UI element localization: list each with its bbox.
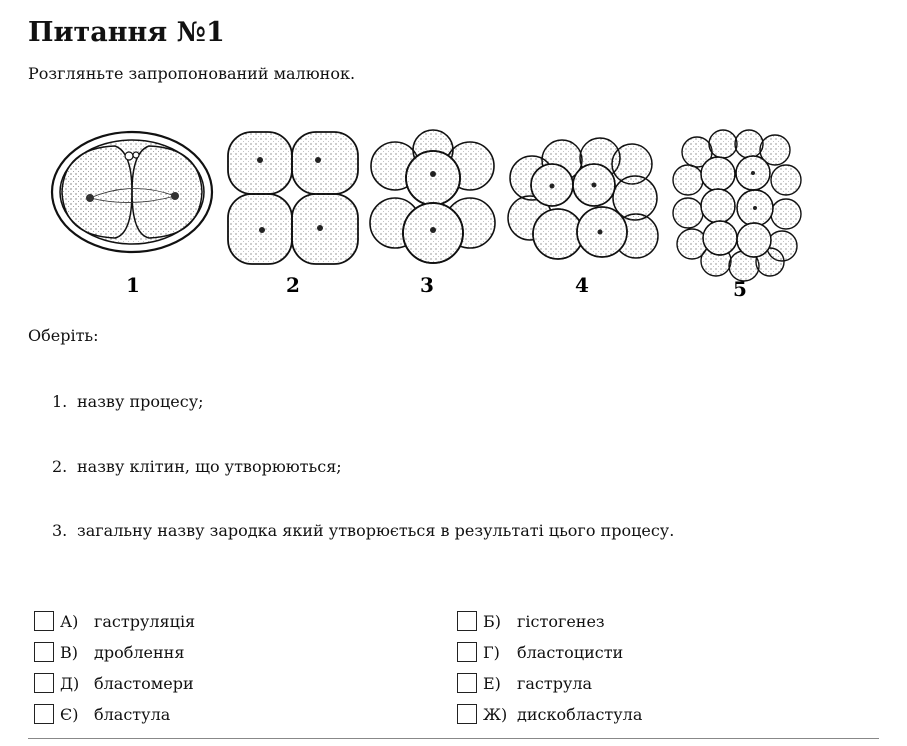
option-text: гістогенез: [517, 611, 605, 631]
option-text: бластула: [94, 704, 171, 724]
stage-4-sixteen-cells: [508, 138, 658, 259]
option-letter: Г): [483, 642, 500, 662]
option-text: дроблення: [94, 642, 185, 662]
task-number: 1.: [52, 392, 68, 411]
option-text: бластомери: [94, 673, 194, 693]
task-item: [52, 521, 674, 540]
option-text: дискобластула: [517, 704, 643, 724]
option-text: гаструла: [517, 673, 593, 693]
option-letter: Б): [483, 611, 501, 631]
stage-1-two-cells: [52, 132, 212, 252]
option-a[interactable]: [34, 608, 195, 634]
option-checkbox[interactable]: [457, 642, 477, 662]
stage-label-3: 3: [420, 273, 434, 297]
task-item: [52, 457, 342, 476]
option-e[interactable]: [457, 670, 592, 696]
option-checkbox[interactable]: [34, 673, 54, 693]
option-checkbox[interactable]: [457, 611, 477, 631]
option-b[interactable]: [457, 608, 605, 634]
cleavage-figure: [40, 118, 820, 308]
option-checkbox[interactable]: [34, 704, 54, 724]
option-letter: А): [60, 611, 79, 631]
option-letter: Д): [60, 673, 80, 693]
task-number: 2.: [52, 457, 68, 476]
option-checkbox[interactable]: [457, 673, 477, 693]
option-checkbox[interactable]: [457, 704, 477, 724]
option-checkbox[interactable]: [34, 642, 54, 662]
intro-text: Розгляньте запропонований малюнок.: [28, 64, 356, 83]
choose-heading: Оберіть:: [28, 326, 99, 345]
bottom-divider: [28, 738, 879, 739]
option-letter: Е): [483, 673, 501, 693]
option-ye[interactable]: [34, 701, 170, 727]
task-text: назву процесу;: [77, 392, 204, 411]
option-text: гаструляція: [94, 611, 196, 631]
stage-label-4: 4: [575, 273, 589, 297]
task-text: назву клітин, що утворюються;: [77, 457, 342, 476]
task-item: [52, 392, 204, 411]
option-v[interactable]: [34, 639, 184, 665]
task-number: 3.: [52, 521, 68, 540]
stage-5-morula: [673, 130, 801, 281]
stage-label-5: 5: [733, 277, 747, 301]
option-text: бластоцисти: [517, 642, 624, 662]
task-text: загальну назву зародка який утворюється в результаті цього процесу.: [77, 521, 675, 540]
option-h[interactable]: [457, 639, 623, 665]
option-letter: В): [60, 642, 78, 662]
page-title: Питання №1: [28, 17, 225, 48]
stage-2-four-cells: [228, 132, 358, 264]
option-checkbox[interactable]: [34, 611, 54, 631]
stage-label-2: 2: [286, 273, 300, 297]
stage-3-eight-cells: [370, 130, 495, 263]
option-d[interactable]: [34, 670, 194, 696]
option-letter: Ж): [483, 704, 508, 724]
stage-label-1: 1: [126, 273, 140, 297]
option-letter: Є): [60, 704, 79, 724]
option-zh[interactable]: [457, 701, 642, 727]
